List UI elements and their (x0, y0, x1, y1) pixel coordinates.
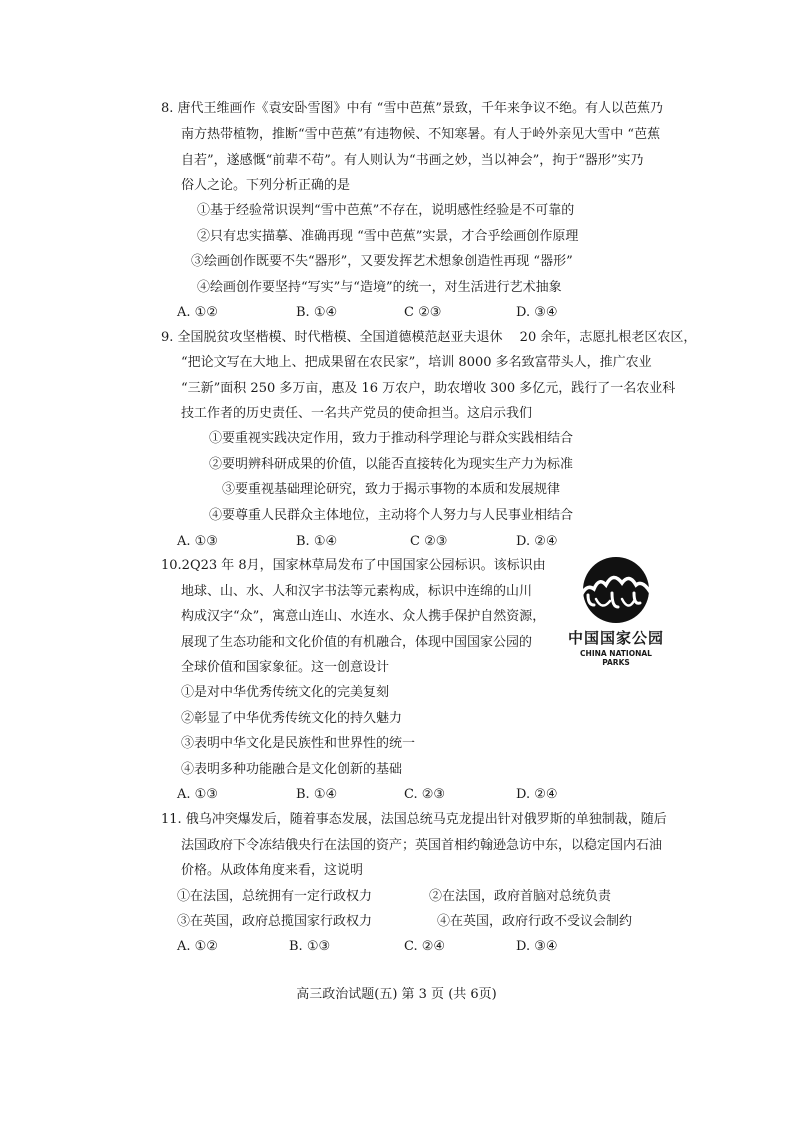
q10-option-d: D. ②④ (516, 787, 558, 802)
q10-option-a: A. ①③ (177, 787, 218, 802)
q8-stem-line: 南方热带植物，推断“雪中芭蕉”有违物候、不知寒暑。有人于岭外亲见大雪中 “芭蕉 (181, 127, 661, 142)
q9-stem-line: 技工作者的历史责任、一名共产党员的使命担当。这启示我们 (181, 406, 533, 421)
q10-stem-line: 全球价值和国家象征。这一创意设计 (181, 660, 390, 675)
q9-item: ④要尊重人民群众主体地位，主动将个人努力与人民事业相结合 (209, 508, 574, 523)
q9-item: ③要重视基础理论研究，致力于揭示事物的本质和发展规律 (222, 482, 561, 497)
q9-option-a: A. ①③ (177, 534, 218, 549)
q8-item: ③绘画创作既要不失“器形”，又要发挥艺术想象创造性再现 “器形” (191, 254, 573, 269)
q10-stem-line: 构成汉字“众”，寓意山连山、水连水、众人携手保护自然资源， (181, 609, 546, 624)
q8-option-a: A. ①② (177, 305, 218, 320)
q8-option-c: C ②③ (404, 305, 442, 320)
q10-item: ①是对中华优秀传统文化的完美复刻 (181, 685, 390, 700)
q10-stem-line: 10.2Q23 年 8月，国家林草局发布了中国国家公园标识。该标识由 (161, 558, 546, 573)
logo-english-text: CHINA NATIONAL PARKS (580, 649, 652, 667)
q8-stem-line: 8. 唐代王维画作《袁安卧雪图》中有 “雪中芭蕉”景致，千年来争议不绝。有人以芭蕉乃 (161, 101, 663, 116)
q10-item: ④表明多种功能融合是文化创新的基础 (181, 762, 403, 777)
q8-item: ④绘画创作要坚持“写实”与“造境”的统一，对生活进行艺术抽象 (197, 280, 562, 295)
q11-stem-line: 法国政府下令冻结俄央行在法国的资产；英国首相约翰逊急访中东，以稳定国内石油 (181, 838, 663, 853)
q11-option-b: B. ①③ (289, 939, 331, 954)
q8-stem-line: 俗人之论。下列分析正确的是 (181, 178, 351, 193)
q9-item: ②要明辨科研成果的价值，以能否直接转化为现实生产力为标准 (209, 457, 574, 472)
q9-option-c: C ②③ (410, 534, 448, 549)
q10-option-b: B. ①④ (296, 787, 338, 802)
q8-stem-line: 自若”，遂感慨“前辈不苟”。有人则认为“书画之妙，当以神会”，拘于“器形”实乃 (181, 153, 644, 168)
national-park-emblem-icon (566, 555, 666, 625)
q8-item: ①基于经验常识误判“雪中芭蕉”不存在，说明感性经验是不可靠的 (197, 203, 575, 218)
q11-item: ④在英国，政府行政不受议会制约 (437, 914, 633, 929)
q11-option-c: C. ②④ (404, 939, 446, 954)
q9-stem-line: “三新”面积 250 多万亩，惠及 16 万农户，助农增收 300 多亿元，践行了一名农业科 (181, 381, 676, 396)
q9-option-d: D. ②④ (516, 534, 558, 549)
q11-option-d: D. ③④ (516, 939, 558, 954)
q10-stem-line: 展现了生态功能和文化价值的有机融合，体现中国国家公园的 (181, 635, 533, 650)
q10-stem-line: 地球、山、水、人和汉字书法等元素构成，标识中连绵的山川 (181, 584, 533, 599)
q8-item: ②只有忠实描摹、准确再现 “雪中芭蕉”实景，才合乎绘画创作原理 (197, 229, 579, 244)
q8-option-d: D. ③④ (516, 305, 558, 320)
q9-item: ①要重视实践决定作用，致力于推动科学理论与群众实践相结合 (209, 431, 574, 446)
q11-option-a: A. ①② (177, 939, 218, 954)
q10-item: ②彰显了中华优秀传统文化的持久魅力 (181, 711, 403, 726)
q9-option-b: B. ①④ (296, 534, 338, 549)
q9-stem-line: 9. 全国脱贫攻坚楷模、时代楷模、全国道德模范赵亚夫退休 20 余年，志愿扎根老区农区， (161, 330, 697, 345)
q10-item: ③表明中华文化是民族性和世界性的统一 (181, 736, 416, 751)
q11-item: ③在英国，政府总揽国家行政权力 (177, 914, 373, 929)
q8-option-b: B. ①④ (296, 305, 338, 320)
q11-item: ①在法国，总统拥有一定行政权力 (177, 889, 373, 904)
logo-chinese-text: 中国国家公园 (567, 629, 664, 647)
q11-stem-line: 11. 俄乌冲突爆发后，随着事态发展，法国总统马克龙提出针对俄罗斯的单独制裁，随后 (161, 812, 667, 827)
q11-item: ②在法国，政府首脑对总统负责 (429, 889, 612, 904)
page-footer: 高三政治试题(五) 第 3 页 (共 6页) (296, 987, 497, 1002)
q10-option-c: C. ②③ (404, 787, 446, 802)
q11-stem-line: 价格。从政体角度来看，这说明 (181, 863, 364, 878)
q9-stem-line: “把论文写在大地上、把成果留在农民家”，培训 8000 多名致富带头人，推广农业 (181, 355, 652, 370)
china-national-parks-logo (566, 555, 666, 665)
